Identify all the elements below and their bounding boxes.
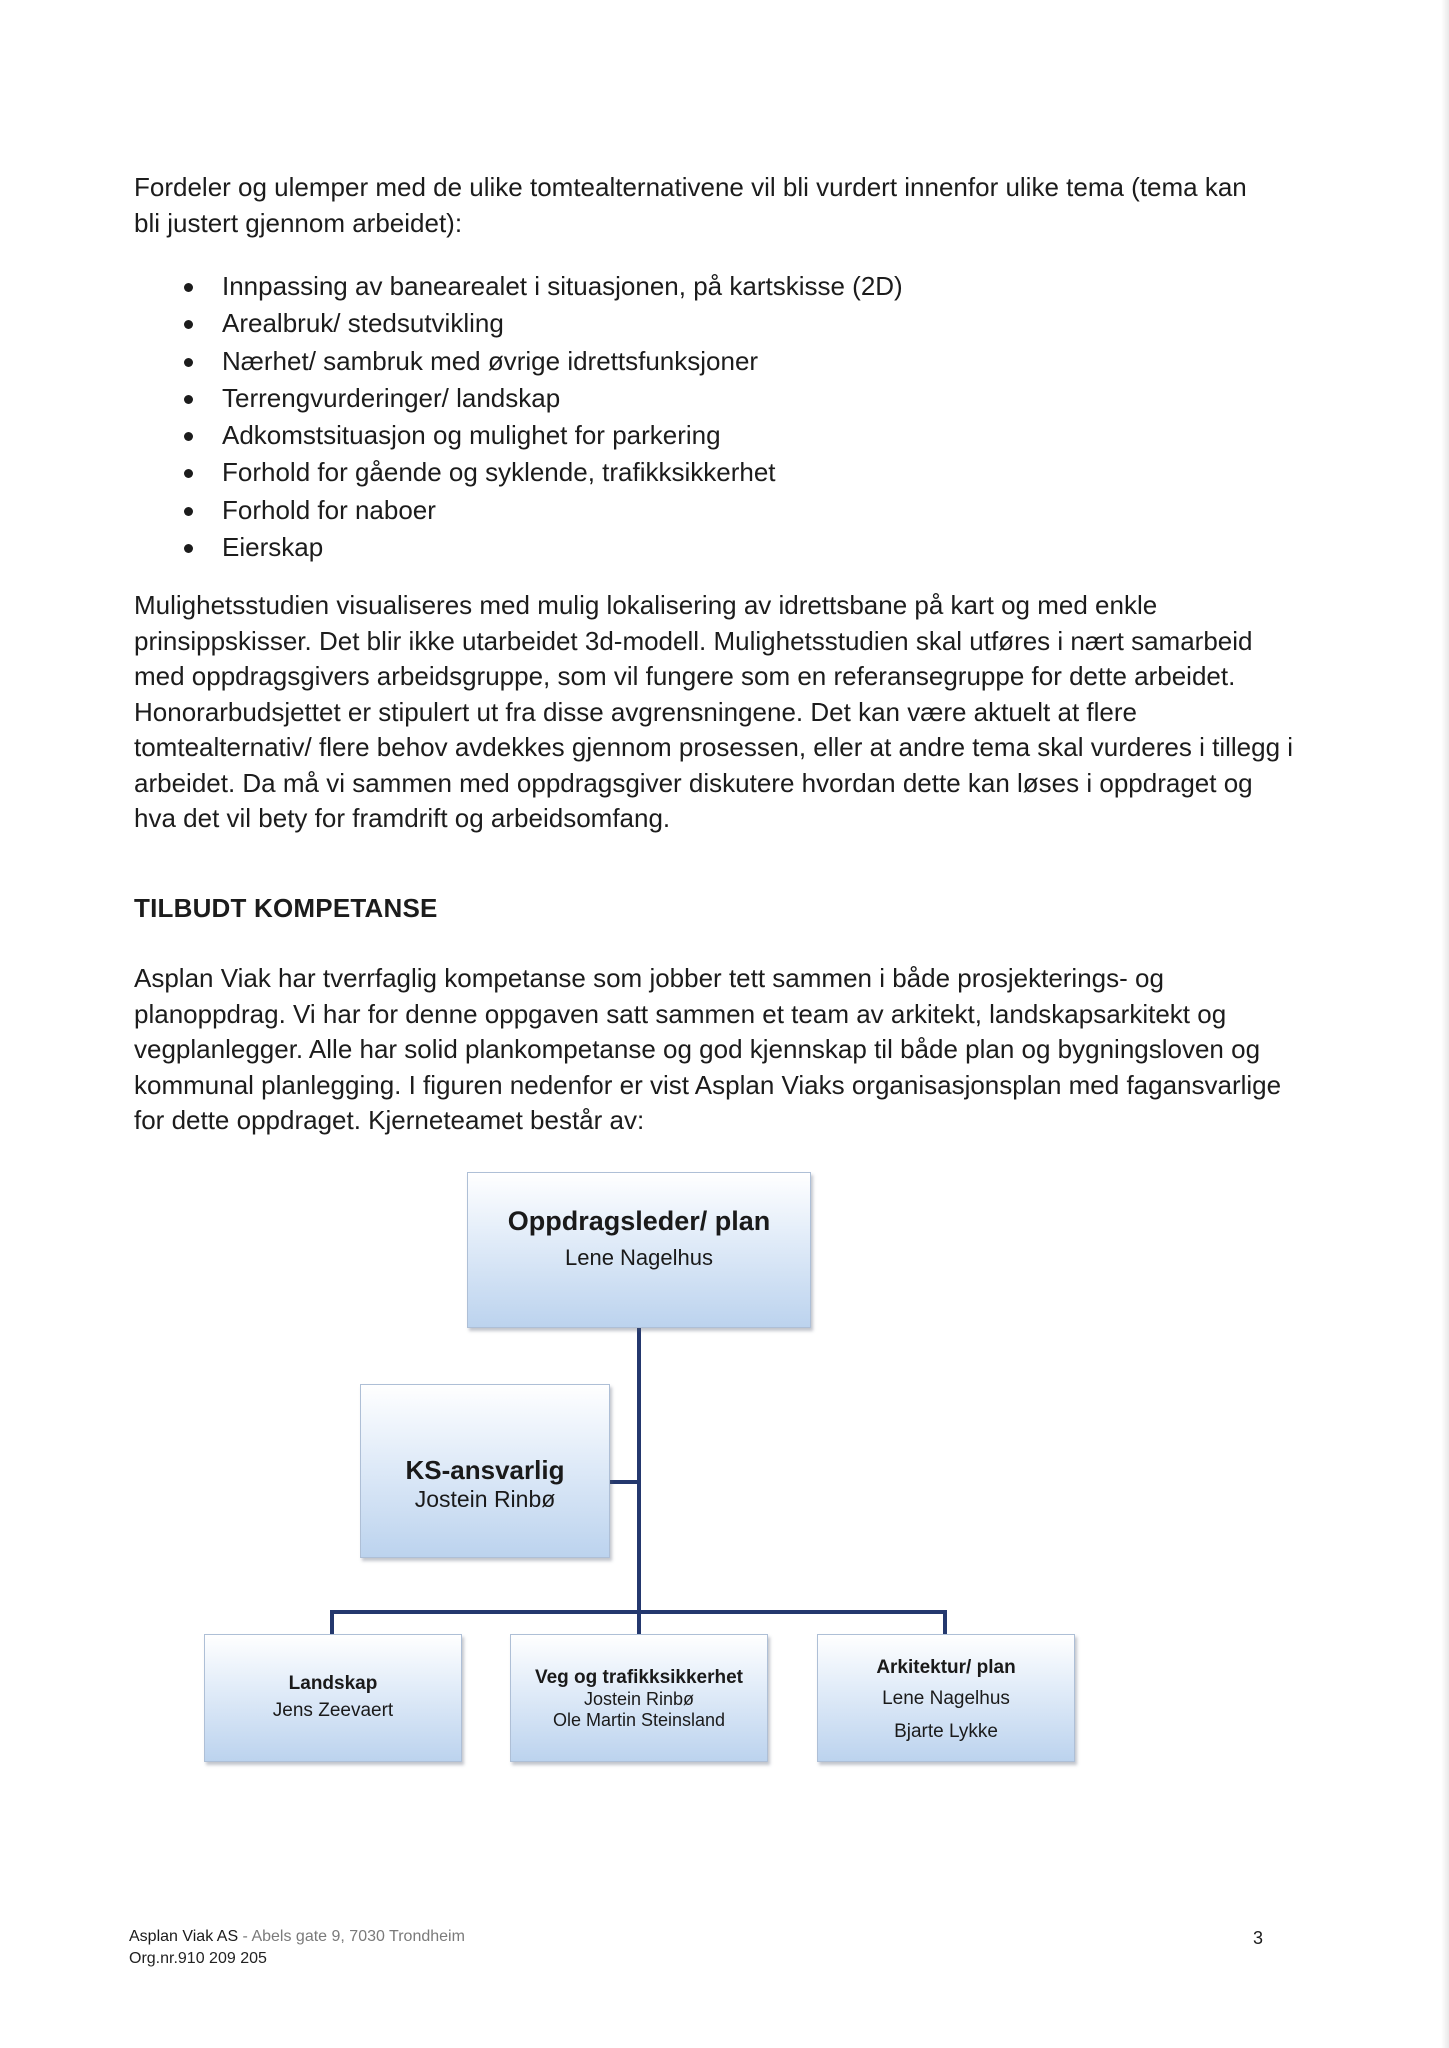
list-item <box>134 454 903 491</box>
org-box-quality-assurance <box>360 1384 610 1558</box>
list-item <box>134 417 903 454</box>
competence-paragraph: Asplan Viak har tverrfaglig kompetanse som jobber tett sammen i både prosjekterings- og planoppdrag. Vi har for denne oppgaven satt sammen et team av arkitekt, landskapsarkitekt og vegplanlegger. Alle har solid plankompetanse og god kjennskap til både plan og bygningsloven og kommunal planlegging. I figuren nedenfor er vist Asplan Viaks organisasjonsplan med fagansvarlige for dette oppdraget. Kjerneteamet består av: <box>134 963 1282 1135</box>
footer-address <box>129 1928 465 1946</box>
org-box-title: Landskap <box>288 1673 378 1694</box>
footer-street: - Abels gate 9, 7030 Trondheim <box>238 1928 465 1945</box>
footer-org-number: Org.nr.910 209 205 <box>129 1950 267 1967</box>
page-number: 3 <box>1253 1928 1264 1948</box>
list-item-text: Nærhet/ sambruk med øvrige idrettsfunksjoner <box>222 345 759 376</box>
list-item-text: Forhold for naboer <box>222 494 436 525</box>
connector-line-arkitektur <box>943 1610 947 1634</box>
org-box-name: Jens Zeevaert <box>272 1700 394 1721</box>
list-item-text: Terrengvurderinger/ landskap <box>222 382 561 413</box>
footer-company: Asplan Viak AS <box>129 1928 239 1945</box>
bullet-icon <box>184 320 193 329</box>
bullet-icon <box>184 395 193 404</box>
list-item <box>134 492 903 529</box>
bullet-icon <box>184 283 193 292</box>
org-box-name: Jostein Rinbø <box>414 1486 556 1512</box>
bullet-icon <box>184 432 193 441</box>
list-item-text: Forhold for gående og syklende, trafikksikkerhet <box>222 457 776 488</box>
theme-bullet-list <box>134 268 903 566</box>
bullet-icon <box>184 544 193 553</box>
list-item-text: Innpassing av banearealet i situasjonen, på kartskisse (2D) <box>222 271 903 301</box>
list-item <box>134 268 903 305</box>
bullet-icon <box>184 507 193 516</box>
list-item <box>134 380 903 417</box>
org-box-name: Ole Martin Steinsland <box>552 1710 726 1730</box>
org-box-name: Lene Nagelhus <box>564 1245 713 1270</box>
list-item <box>134 305 903 342</box>
connector-line-veg <box>637 1610 641 1634</box>
org-box-title: KS-ansvarlig <box>405 1455 565 1485</box>
org-box-title: Veg og trafikksikkerhet <box>534 1667 744 1688</box>
org-box-landscape <box>204 1634 462 1762</box>
org-box-title: Arkitektur/ plan <box>876 1657 1016 1678</box>
list-item-text: Arealbruk/ stedsutvikling <box>222 308 504 339</box>
page-edge-shadow <box>1441 0 1449 2048</box>
list-item-text: Adkomstsituasjon og mulighet for parkering <box>222 420 721 451</box>
org-box-title: Oppdragsleder/ plan <box>507 1206 771 1236</box>
list-item <box>134 343 903 380</box>
connector-line-ks <box>608 1480 639 1484</box>
list-item-text: Eierskap <box>222 532 324 563</box>
intro-paragraph: Fordeler og ulemper med de ulike tomtealternativene vil bli vurdert innenfor ulike tema (tema kan bli justert gjennom arbeidet): <box>134 172 1247 238</box>
org-box-name: Jostein Rinbø <box>583 1689 695 1709</box>
connector-line-vertical-main <box>637 1326 641 1612</box>
connector-line-landskap <box>330 1610 334 1634</box>
org-box-project-leader <box>467 1172 811 1328</box>
bullet-icon <box>184 469 193 478</box>
section-heading: TILBUDT KOMPETANSE <box>134 893 438 923</box>
org-box-name: Lene Nagelhus <box>882 1688 1010 1709</box>
org-box-name: Bjarte Lykke <box>894 1721 998 1742</box>
study-paragraph: Mulighetsstudien visualiseres med mulig lokalisering av idrettsbane på kart og med enkle prinsippskisser. Det blir ikke utarbeidet 3d-modell. Mulighetsstudien skal utføres i nært samarbeid med oppdragsgivers arbeidsgruppe, som vil fungere som en referansegruppe for dette arbeidet. Honorarbudsjettet er stipulert ut fra disse avgrensningene. Det kan være aktuelt at flere tomtealternativ/ flere behov avdekkes gjennom prosessen, eller at andre tema skal vurderes i tillegg i arbeidet. Da må vi sammen med oppdragsgiver diskutere hvordan dette kan løses i oppdraget og hva det vil bety for framdrift og arbeidsomfang. <box>134 590 1294 833</box>
org-box-road-safety <box>510 1634 768 1762</box>
org-box-architecture <box>817 1634 1075 1762</box>
bullet-icon <box>184 358 193 367</box>
list-item <box>134 529 903 566</box>
